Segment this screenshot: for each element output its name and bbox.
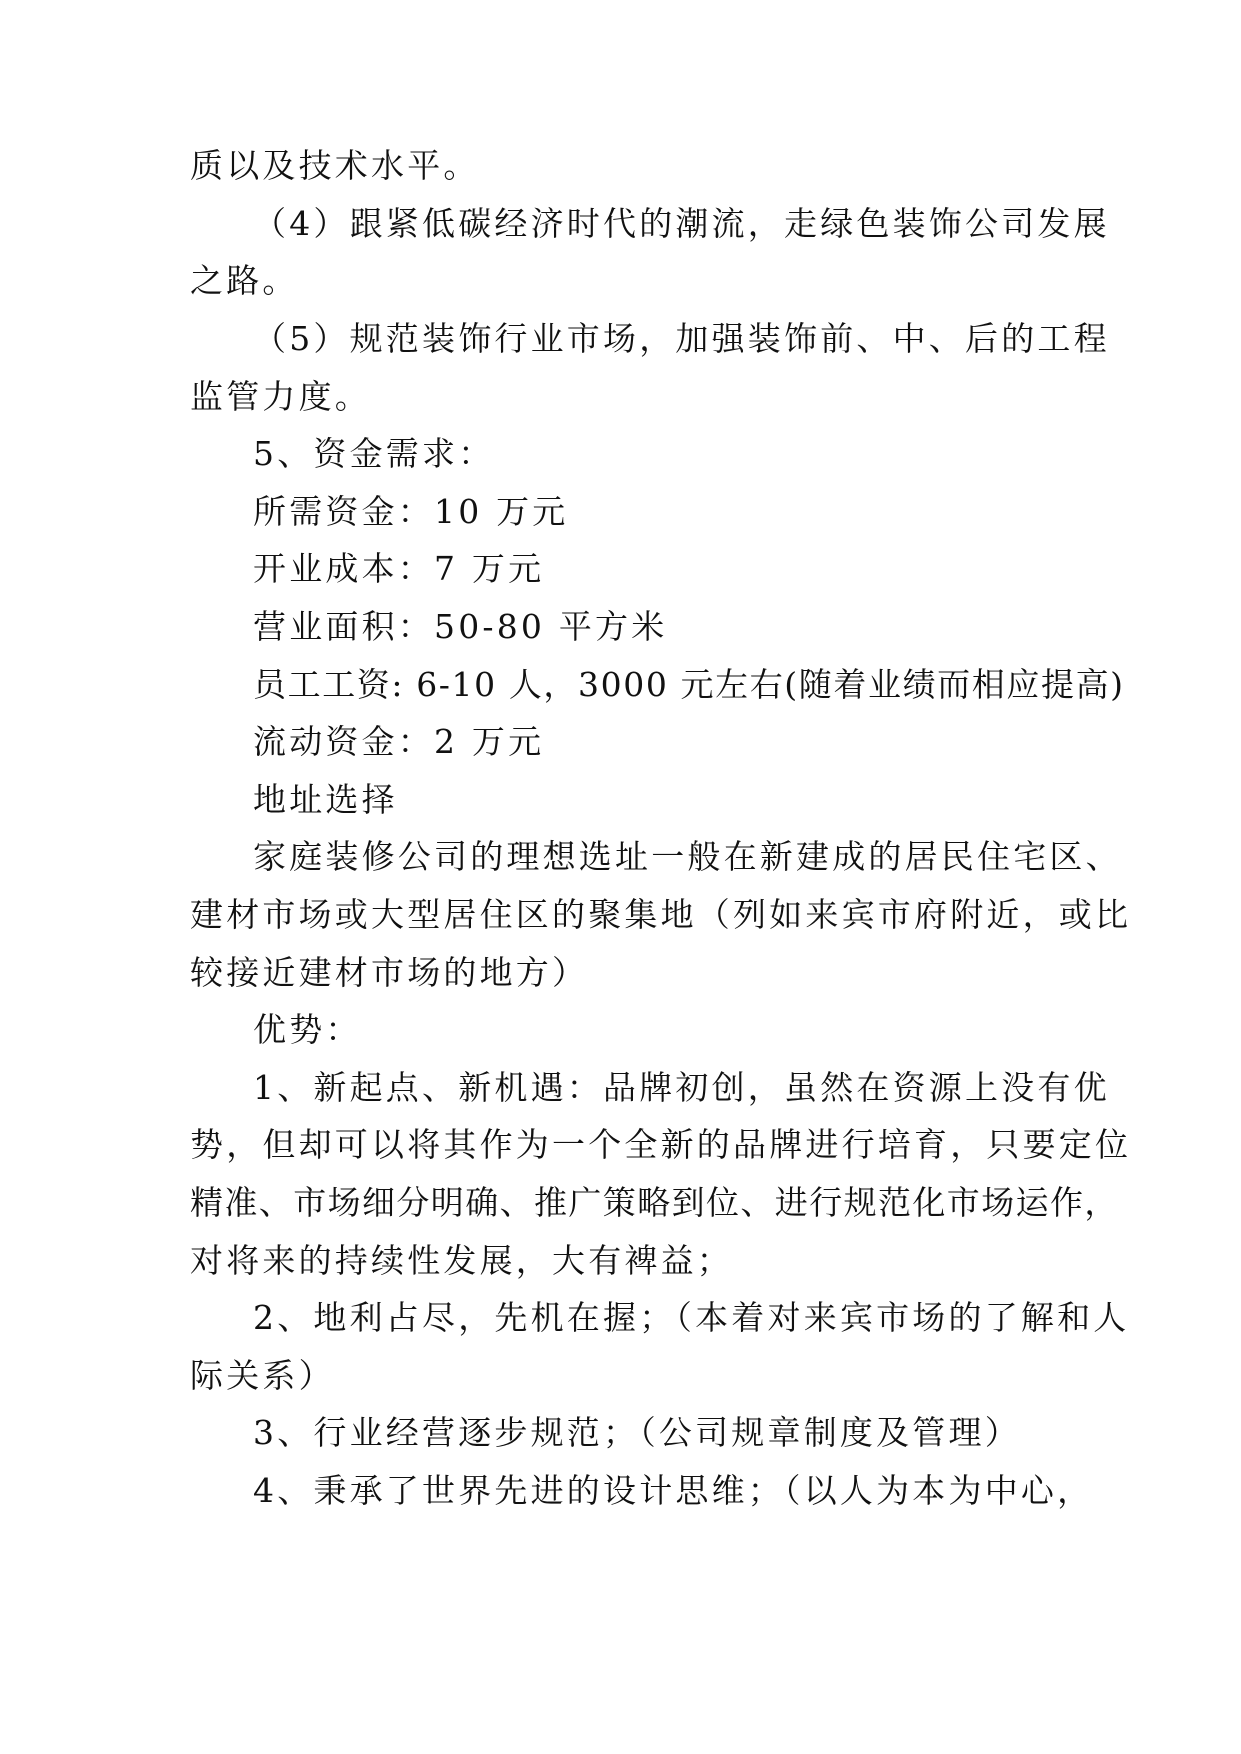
text-line: 家庭装修公司的理想选址一般在新建成的居民住宅区、 bbox=[253, 837, 1122, 876]
text-line: 势，但却可以将其作为一个全新的品牌进行培育，只要定位 bbox=[190, 1125, 1132, 1164]
text-line: 2、地利占尽，先机在握；（本着对来宾市场的了解和人 bbox=[253, 1298, 1130, 1337]
text-line: 之路。 bbox=[190, 261, 299, 300]
text-line: 流动资金：2 万元 bbox=[253, 722, 545, 761]
text-line: 开业成本：7 万元 bbox=[253, 549, 545, 588]
text-line: 3、行业经营逐步规范；（公司规章制度及管理） bbox=[253, 1413, 1021, 1452]
text-line: 监管力度。 bbox=[190, 377, 371, 416]
section-heading: 地址选择 bbox=[253, 780, 398, 819]
text-line: 际关系） bbox=[190, 1356, 335, 1395]
text-line: 对将来的持续性发展，大有裨益； bbox=[190, 1241, 733, 1280]
text-line: 营业面积：50-80 平方米 bbox=[253, 607, 668, 646]
text-line: 较接近建材市场的地方） bbox=[190, 953, 589, 992]
text-line: （4）跟紧低碳经济时代的潮流，走绿色装饰公司发展 bbox=[253, 204, 1110, 243]
text-line: 精准、市场细分明确、推广策略到位、进行规范化市场运作， bbox=[190, 1183, 1119, 1222]
section-heading: 5、资金需求： bbox=[253, 434, 495, 473]
text-line: 建材市场或大型居住区的聚集地（列如来宾市府附近，或比 bbox=[190, 895, 1132, 934]
text-line: （5）规范装饰行业市场，加强装饰前、中、后的工程 bbox=[253, 319, 1110, 358]
section-heading: 优势： bbox=[253, 1010, 362, 1049]
text-line: 员工工资: 6-10 人，3000 元左右(随着业绩而相应提高) bbox=[253, 665, 1125, 704]
text-line: 4、秉承了世界先进的设计思维；（以人为本为中心， bbox=[253, 1471, 1094, 1510]
text-line: 1、新起点、新机遇：品牌初创，虽然在资源上没有优 bbox=[253, 1068, 1110, 1107]
text-line: 质以及技术水平。 bbox=[190, 146, 480, 185]
text-line: 所需资金：10 万元 bbox=[253, 492, 569, 531]
